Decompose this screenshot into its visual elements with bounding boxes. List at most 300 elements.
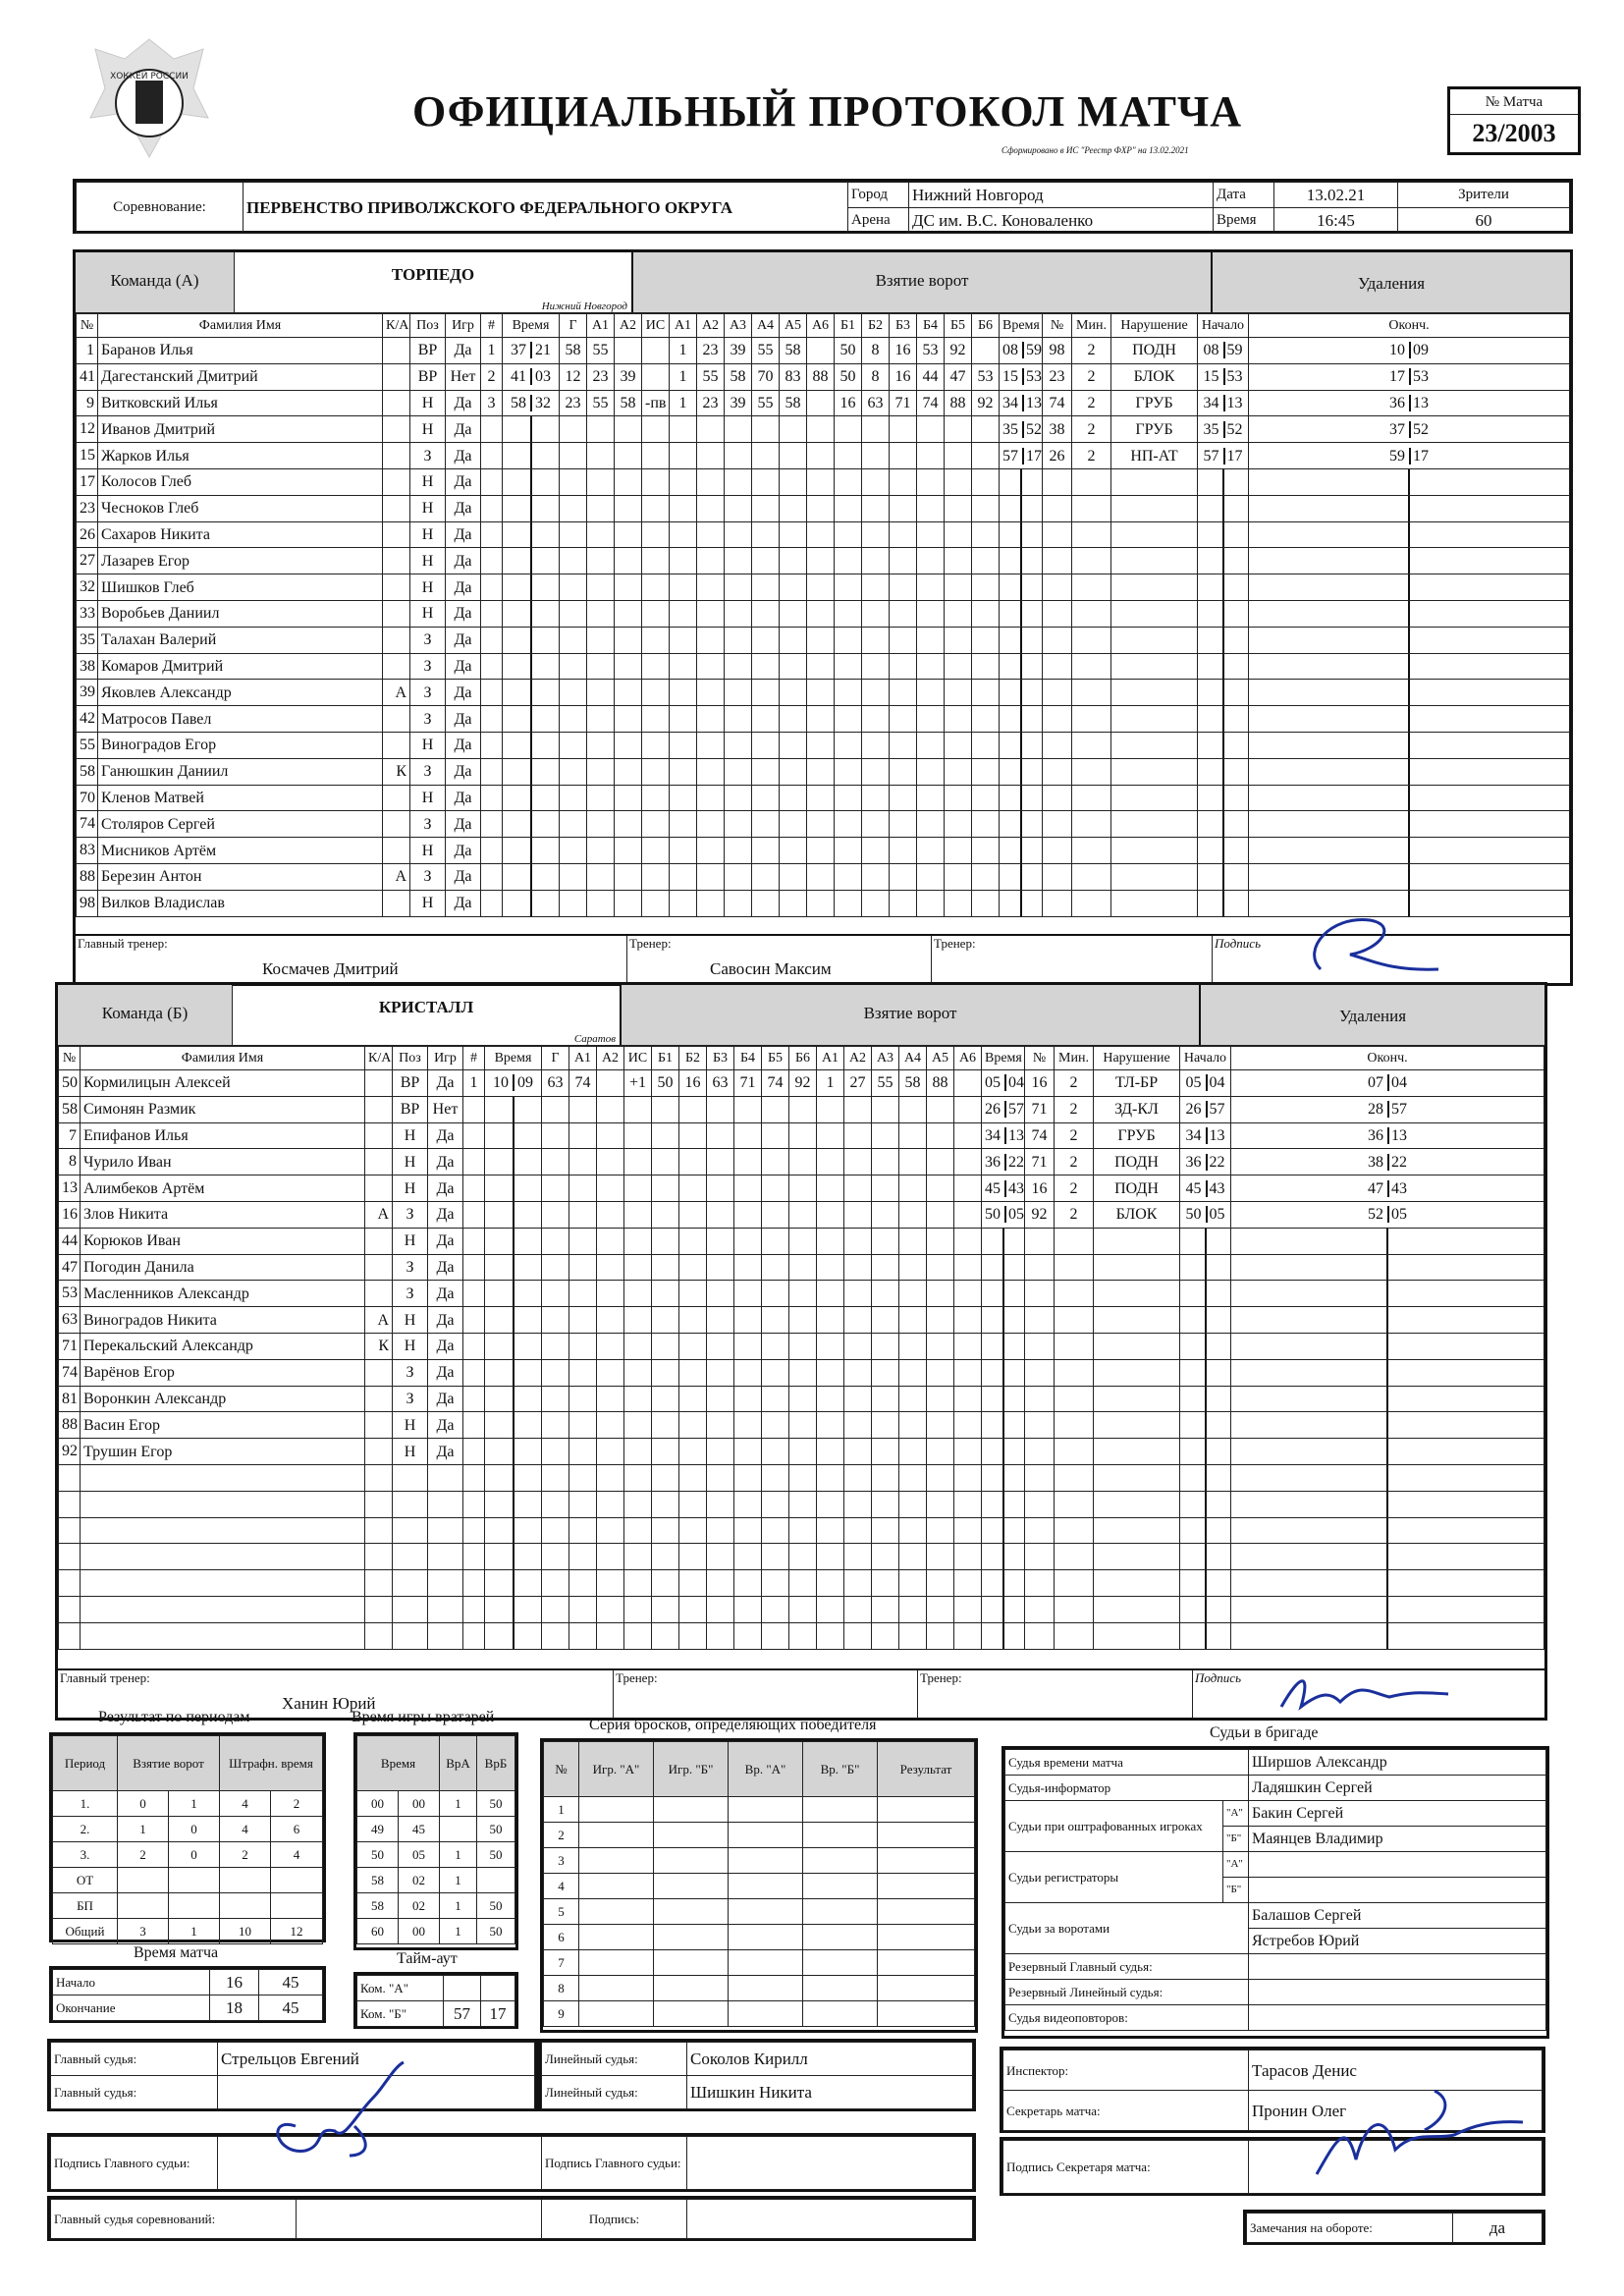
minus-player: 8: [862, 363, 890, 390]
player-name: Варёнов Егор: [81, 1359, 365, 1386]
minus-player: 47: [945, 363, 972, 390]
player-played: Да: [428, 1175, 463, 1202]
col-pos: Поз: [393, 1047, 428, 1070]
player-position: Н: [393, 1228, 428, 1254]
player-position: Н: [393, 1122, 428, 1149]
player-row: [77, 363, 1570, 390]
player-role: [365, 1386, 393, 1412]
player-number: 32: [77, 574, 98, 601]
player-role: К: [365, 1333, 393, 1359]
team-a-signature: [1291, 910, 1448, 979]
penalty-minutes: 2: [1055, 1149, 1094, 1175]
player-played: Да: [446, 416, 481, 443]
plus-player: 83: [780, 363, 807, 390]
shootout-no: 4: [544, 1874, 579, 1899]
penalty-infraction: ГРУБ: [1094, 1122, 1180, 1149]
player-position: Н: [410, 574, 446, 601]
col-name: Фамилия Имя: [98, 314, 383, 338]
penalty-start: 36 22: [1180, 1149, 1231, 1175]
penalty-start: 35 52: [1198, 416, 1249, 443]
minus-player: 63: [862, 390, 890, 416]
penalty-player: 38: [1043, 416, 1072, 443]
penalty-end: 10 09: [1249, 338, 1570, 364]
secretary-signature-box: Подпись Секретаря матча:: [1000, 2137, 1545, 2196]
plus-player: 58: [780, 338, 807, 364]
plus-player: 55: [697, 363, 725, 390]
penalty-infraction: БЛОК: [1094, 1201, 1180, 1228]
penalty-end: 36 13: [1249, 390, 1570, 416]
player-row: [77, 627, 1570, 653]
player-role: [365, 1175, 393, 1202]
player-name: Корюков Иван: [81, 1228, 365, 1254]
minus-player: 27: [844, 1070, 872, 1097]
player-row: [77, 653, 1570, 680]
period-cell: 4: [220, 1791, 271, 1817]
player-number: 26: [77, 521, 98, 548]
player-number: 83: [77, 838, 98, 864]
penalty-infraction: БЛОК: [1111, 363, 1198, 390]
penalty-minutes: 2: [1072, 443, 1111, 469]
penalty-start: 45 43: [1180, 1175, 1231, 1202]
player-number: 44: [59, 1228, 81, 1254]
gk-cell: 50: [477, 1919, 515, 1944]
player-row: [77, 758, 1570, 785]
player-position: З: [410, 653, 446, 680]
player-role: [383, 338, 410, 364]
player-name: Вилков Владислав: [98, 890, 383, 916]
period-cell: 2: [118, 1842, 169, 1868]
col-plus: Б1: [652, 1047, 679, 1070]
goal-situation: [642, 338, 670, 364]
period-cell: БП: [53, 1893, 118, 1919]
penalty-time: 08 59: [1000, 338, 1043, 364]
player-role: [383, 443, 410, 469]
penalty-infraction: ЗД-КЛ: [1094, 1096, 1180, 1122]
period-row: [53, 1842, 323, 1868]
player-row: [77, 600, 1570, 627]
ref-signature-box: Подпись Главного судьи: Подпись Главного судьи:: [47, 2133, 976, 2192]
gk-cell: 1: [440, 1791, 477, 1817]
plus-player: 23: [697, 390, 725, 416]
penalty-time: 45 43: [982, 1175, 1025, 1202]
penalty-player: 74: [1025, 1122, 1055, 1149]
periods-table: Период Взятие ворот Штрафн. время 1. 0 1 4 2 2. 1 0 4 6 3. 2 0 2 4 ОТ БП Общий 3 1 10 12: [49, 1732, 326, 1942]
col-pos: Поз: [410, 314, 446, 338]
player-role: [383, 785, 410, 811]
gk-cell: 02: [399, 1893, 440, 1919]
competition-referee-box: Главный судья соревнований: Подпись:: [47, 2196, 976, 2241]
player-number: 33: [77, 600, 98, 627]
player-number: 1: [77, 338, 98, 364]
player-played: Да: [446, 468, 481, 495]
plus-player: 1: [670, 338, 697, 364]
penalty-time: 15 53: [1000, 363, 1043, 390]
shootout-row: [544, 1848, 975, 1874]
penalty-player: 71: [1025, 1096, 1055, 1122]
col-plus: Б3: [707, 1047, 734, 1070]
player-position: Н: [393, 1439, 428, 1465]
shootout-row: [544, 1976, 975, 2001]
player-role: [383, 890, 410, 916]
minus-player: 1: [817, 1070, 844, 1097]
player-position: Н: [393, 1412, 428, 1439]
goal-min: 58: [511, 394, 526, 411]
goal-min: 41: [511, 368, 526, 386]
team-a-head-coach: Космачев Дмитрий: [262, 959, 399, 978]
inspector-box: Инспектор: Тарасов Денис Секретарь матча: Пронин Олег: [1000, 2047, 1545, 2133]
col-plus: А1: [670, 314, 697, 338]
player-name: Епифанов Илья: [81, 1122, 365, 1149]
penalty-player: 16: [1025, 1070, 1055, 1097]
gk-row: [357, 1842, 515, 1868]
plus-player: 1: [670, 363, 697, 390]
penalty-minutes: 2: [1055, 1122, 1094, 1149]
player-name: Матросов Павел: [98, 706, 383, 733]
empty-cell: [59, 1464, 81, 1491]
player-name: Злов Никита: [81, 1201, 365, 1228]
minus-player: 74: [917, 390, 945, 416]
penalty-end: 07 04: [1231, 1070, 1544, 1097]
goal-sec: 09: [513, 1074, 533, 1091]
col-plus: А2: [697, 314, 725, 338]
penalty-end: 36 13: [1231, 1122, 1544, 1149]
plus-player: 39: [725, 338, 752, 364]
minus-player: 88: [945, 390, 972, 416]
linesmen-box: Линейный судья: Соколов Кирилл Линейный судья: Шишкин Никита: [538, 2039, 976, 2111]
penalty-start: 26 57: [1180, 1096, 1231, 1122]
player-played: Да: [446, 785, 481, 811]
shootout-no: 3: [544, 1848, 579, 1874]
player-row: [77, 416, 1570, 443]
player-position: ВР: [410, 338, 446, 364]
team-a-name: ТОРПЕДО: [391, 265, 475, 284]
team-b-name: КРИСТАЛЛ: [378, 998, 474, 1016]
player-role: [383, 706, 410, 733]
col-plus: А3: [725, 314, 752, 338]
player-name: Баранов Илья: [98, 338, 383, 364]
col-minus: Б2: [862, 314, 890, 338]
player-position: Н: [393, 1175, 428, 1202]
empty-cell: [59, 1622, 81, 1649]
player-position: З: [410, 863, 446, 890]
col-minus: Б3: [890, 314, 917, 338]
penalty-time: 34 13: [1000, 390, 1043, 416]
player-name: Васин Егор: [81, 1412, 365, 1439]
col-no: №: [59, 1047, 81, 1070]
empty-cell: [59, 1596, 81, 1622]
player-number: 92: [59, 1439, 81, 1465]
player-name: Чурило Иван: [81, 1149, 365, 1175]
col-ka: К/А: [365, 1047, 393, 1070]
player-role: [365, 1122, 393, 1149]
player-row: [77, 468, 1570, 495]
player-row: [77, 785, 1570, 811]
period-cell: 12: [271, 1919, 323, 1944]
penalty-infraction: ПОДН: [1111, 338, 1198, 364]
player-name: Яковлев Александр: [98, 680, 383, 706]
player-role: [365, 1412, 393, 1439]
goal-sec: 21: [530, 342, 551, 358]
penalty-minutes: 2: [1072, 363, 1111, 390]
player-position: Н: [410, 838, 446, 864]
plus-player: 63: [707, 1070, 734, 1097]
svg-text:ХОККЕЙ РОССИИ: ХОККЕЙ РОССИИ: [110, 72, 189, 82]
player-position: Н: [410, 468, 446, 495]
player-name: Симонян Размик: [81, 1096, 365, 1122]
period-cell: [169, 1868, 220, 1893]
goal-scorer: 23: [560, 390, 587, 416]
player-role: [383, 600, 410, 627]
shootout-header: Вр. "А": [729, 1742, 803, 1797]
penalty-time: 35 52: [1000, 416, 1043, 443]
penalty-start: 34 13: [1198, 390, 1249, 416]
match-number-box: № Матча 23/2003: [1447, 86, 1581, 155]
shootout-no: 5: [544, 1899, 579, 1925]
period-row: [53, 1791, 323, 1817]
player-position: Н: [410, 732, 446, 758]
goal-assist1: 74: [569, 1070, 597, 1097]
period-cell: [220, 1893, 271, 1919]
col-play: Игр: [428, 1047, 463, 1070]
player-position: ВР: [393, 1096, 428, 1122]
col-pen-end: Оконч.: [1231, 1047, 1544, 1070]
period-cell: 4: [271, 1842, 323, 1868]
penalty-player: 98: [1043, 338, 1072, 364]
player-name: Комаров Дмитрий: [98, 653, 383, 680]
period-cell: 4: [220, 1817, 271, 1842]
col-pen-no: №: [1043, 314, 1072, 338]
period-row: [53, 1919, 323, 1944]
player-position: З: [393, 1254, 428, 1281]
player-name: Масленников Александр: [81, 1281, 365, 1307]
player-number: 8: [59, 1149, 81, 1175]
penalty-infraction: НП-АТ: [1111, 443, 1198, 469]
goal-situation: -пв: [642, 390, 670, 416]
gk-row: [357, 1868, 515, 1893]
team-b-header: Команда (Б) КРИСТАЛЛ Саратов Взятие ворот Удаления: [58, 985, 1544, 1046]
player-number: 50: [59, 1070, 81, 1097]
player-played: Да: [446, 706, 481, 733]
player-role: [365, 1096, 393, 1122]
penalty-minutes: 2: [1072, 338, 1111, 364]
player-played: Да: [446, 758, 481, 785]
period-row: [53, 1893, 323, 1919]
goal-min: 37: [511, 342, 526, 359]
period-cell: 10: [220, 1919, 271, 1944]
timeout-table: Ком. "А" Ком. "Б" 57 17: [353, 1972, 518, 2029]
col-minus: Б5: [945, 314, 972, 338]
player-position: З: [393, 1281, 428, 1307]
player-row: [59, 1228, 1544, 1254]
player-played: Да: [428, 1333, 463, 1359]
player-number: 81: [59, 1386, 81, 1412]
goal-assist1: 55: [587, 338, 615, 364]
player-role: [383, 363, 410, 390]
penalty-start: 34 13: [1180, 1122, 1231, 1149]
player-name: Иванов Дмитрий: [98, 416, 383, 443]
minus-player: 92: [945, 338, 972, 364]
goal-assist2: [597, 1070, 624, 1097]
period-cell: [271, 1893, 323, 1919]
minus-player: 16: [890, 363, 917, 390]
player-position: З: [393, 1386, 428, 1412]
main-referee-1: Стрельцов Евгений: [218, 2043, 535, 2076]
player-position: Н: [410, 548, 446, 574]
player-played: Да: [446, 600, 481, 627]
player-position: Н: [393, 1333, 428, 1359]
col-minus: А1: [817, 1047, 844, 1070]
player-position: Н: [393, 1307, 428, 1334]
penalty-time: 05 04: [982, 1070, 1025, 1097]
plus-player: 88: [807, 363, 835, 390]
player-role: [365, 1439, 393, 1465]
penalty-infraction: ПОДН: [1094, 1175, 1180, 1202]
player-played: Да: [446, 680, 481, 706]
penalty-player: 74: [1043, 390, 1072, 416]
player-number: 53: [59, 1281, 81, 1307]
goal-time: [503, 363, 560, 390]
player-position: Н: [410, 600, 446, 627]
player-name: Трушин Егор: [81, 1439, 365, 1465]
col-plus: А6: [807, 314, 835, 338]
shootout-no: 7: [544, 1950, 579, 1976]
gk-cell: 05: [399, 1842, 440, 1868]
player-role: [383, 574, 410, 601]
player-row: [59, 1281, 1544, 1307]
gk-cell: 58: [357, 1893, 399, 1919]
goal-assist1: 55: [587, 390, 615, 416]
player-position: Н: [410, 521, 446, 548]
player-played: Да: [428, 1070, 463, 1097]
minus-player: 55: [872, 1070, 899, 1097]
player-row: [77, 811, 1570, 838]
shootout-no: 9: [544, 2001, 579, 2027]
shootout-no: 2: [544, 1823, 579, 1848]
player-role: А: [365, 1201, 393, 1228]
player-position: З: [410, 680, 446, 706]
goal-assist2: 39: [615, 363, 642, 390]
goal-number: 2: [481, 363, 503, 390]
col-minus: А2: [844, 1047, 872, 1070]
player-role: [383, 416, 410, 443]
col-goal-no: #: [481, 314, 503, 338]
gk-cell: 50: [477, 1842, 515, 1868]
shootout-no: 6: [544, 1925, 579, 1950]
player-row: [59, 1307, 1544, 1334]
penalty-player: 23: [1043, 363, 1072, 390]
player-number: 47: [59, 1254, 81, 1281]
remarks-box: Замечания на обороте: да: [1243, 2210, 1545, 2245]
player-played: Да: [428, 1201, 463, 1228]
minus-player: [954, 1070, 982, 1097]
player-row: [59, 1201, 1544, 1228]
logo: [81, 29, 218, 167]
gk-cell: 00: [399, 1791, 440, 1817]
penalty-player: 92: [1025, 1201, 1055, 1228]
player-row: [59, 1622, 1544, 1649]
shootout-row: [544, 1874, 975, 1899]
player-played: Да: [446, 838, 481, 864]
penalty-minutes: 2: [1072, 416, 1111, 443]
shootout-no: 1: [544, 1797, 579, 1823]
shootout-row: [544, 1899, 975, 1925]
player-number: 63: [59, 1307, 81, 1334]
secretary-signature: [1297, 2081, 1533, 2189]
minus-player: 50: [835, 363, 862, 390]
penalty-start: 57 17: [1198, 443, 1249, 469]
col-plus: Б4: [734, 1047, 762, 1070]
shootout-row: [544, 1823, 975, 1848]
player-number: 16: [59, 1201, 81, 1228]
minus-player: 53: [972, 363, 1000, 390]
player-position: З: [410, 811, 446, 838]
player-played: Да: [446, 574, 481, 601]
plus-player: 58: [780, 390, 807, 416]
player-number: 74: [77, 811, 98, 838]
penalty-start: 50 05: [1180, 1201, 1231, 1228]
player-name: Сахаров Никита: [98, 521, 383, 548]
col-goal-time: Время: [503, 314, 560, 338]
minus-player: [972, 338, 1000, 364]
player-row: [59, 1464, 1544, 1491]
player-name: Ганюшкин Даниил: [98, 758, 383, 785]
period-cell: 3.: [53, 1842, 118, 1868]
minus-player: 16: [890, 338, 917, 364]
period-row: [53, 1868, 323, 1893]
shootout-header: №: [544, 1742, 579, 1797]
player-number: 70: [77, 785, 98, 811]
col-plus: Б2: [679, 1047, 707, 1070]
player-row: [59, 1359, 1544, 1386]
period-cell: [118, 1868, 169, 1893]
minus-player: 44: [917, 363, 945, 390]
period-cell: Общий: [53, 1919, 118, 1944]
col-minus: Б1: [835, 314, 862, 338]
empty-cell: [59, 1517, 81, 1544]
shootout-table: [540, 1738, 978, 2033]
gk-cell: 49: [357, 1817, 399, 1842]
player-number: 17: [77, 468, 98, 495]
penalty-player: 16: [1025, 1175, 1055, 1202]
plus-player: 70: [752, 363, 780, 390]
player-row: [59, 1517, 1544, 1544]
player-played: Да: [446, 811, 481, 838]
player-number: 38: [77, 653, 98, 680]
goal-number: 1: [481, 338, 503, 364]
plus-player: [807, 390, 835, 416]
minus-player: 88: [927, 1070, 954, 1097]
player-played: Да: [446, 338, 481, 364]
goal-time: [503, 390, 560, 416]
gk-row: [357, 1817, 515, 1842]
penalty-start: 05 04: [1180, 1070, 1231, 1097]
empty-cell: [59, 1491, 81, 1517]
match-time-table: Начало 16 45 Окончание 18 45: [49, 1966, 326, 2023]
plus-player: 74: [762, 1070, 789, 1097]
goal-sec: 03: [530, 368, 551, 385]
player-role: [383, 390, 410, 416]
period-cell: 2: [220, 1842, 271, 1868]
plus-player: 16: [679, 1070, 707, 1097]
goal-situation: [642, 363, 670, 390]
goal-number: 1: [463, 1070, 485, 1097]
col-minus: А6: [954, 1047, 982, 1070]
col-a1: А1: [587, 314, 615, 338]
player-played: Нет: [428, 1096, 463, 1122]
player-played: Да: [428, 1307, 463, 1334]
plus-player: 92: [789, 1070, 817, 1097]
penalty-minutes: 2: [1072, 390, 1111, 416]
